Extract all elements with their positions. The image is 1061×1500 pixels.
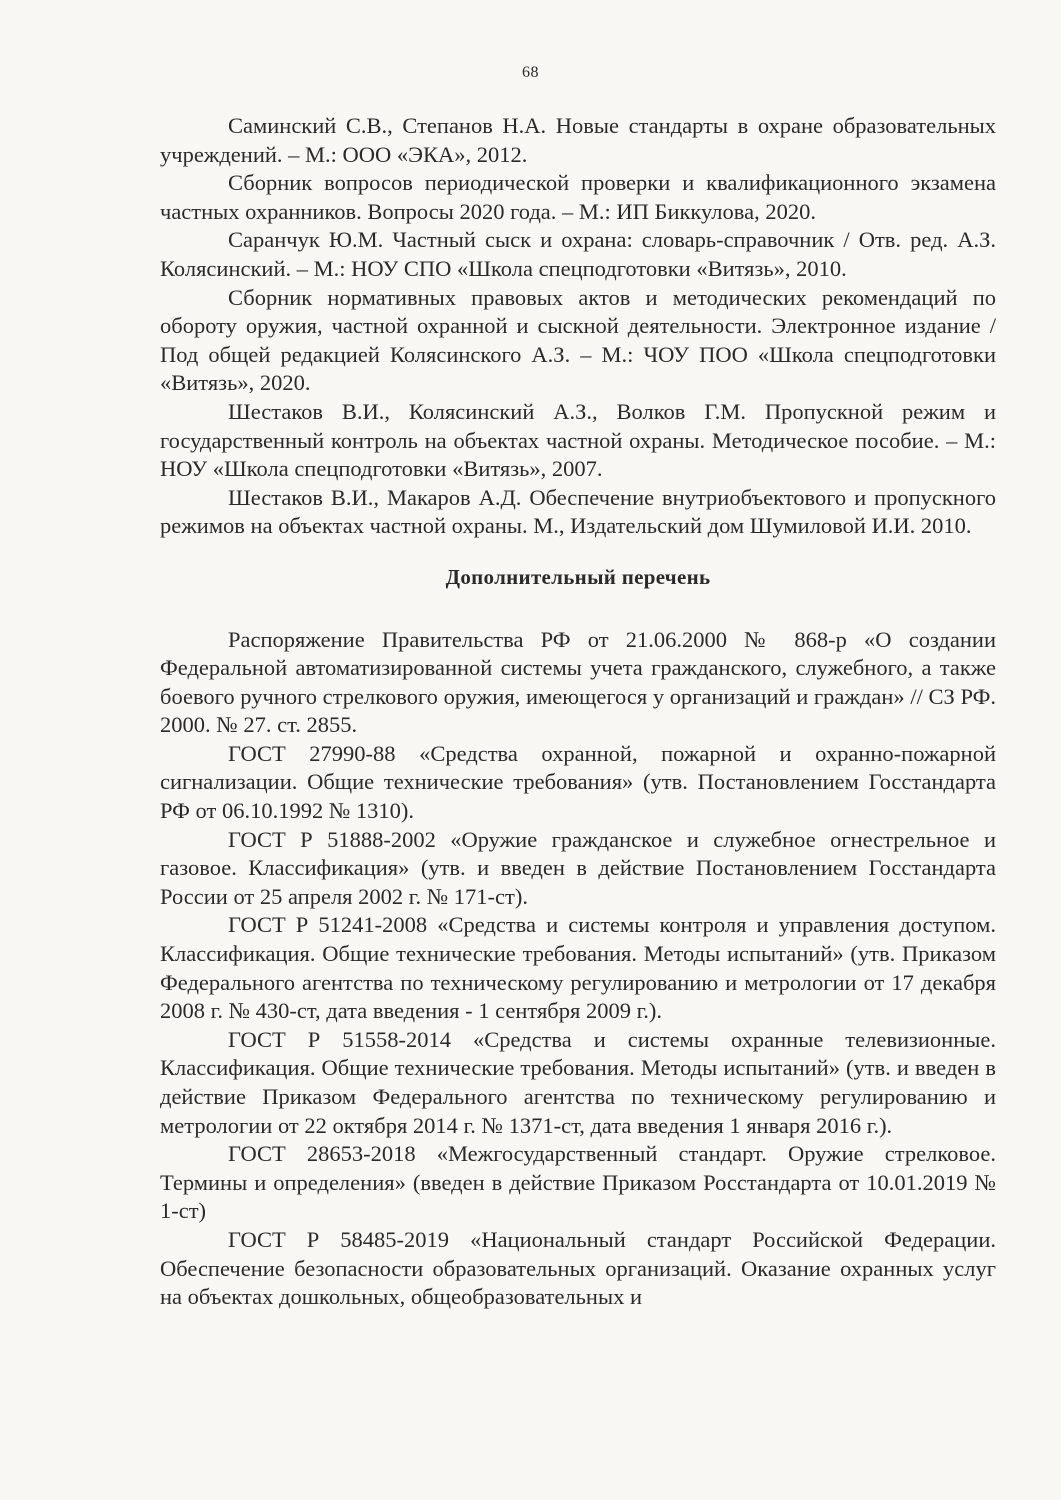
reference-item: ГОСТ 27990-88 «Средства охранной, пожарной и охранно-пожарной сигнализации. Общие технические требования» (утв. Постановлением Госстандарта РФ от 06.10.1992 № 1310).: [160, 740, 996, 824]
reference-item: ГОСТ Р 51241-2008 «Средства и системы контроля и управления доступом. Классификация. Общие технические требования. Методы испытаний» (утв. Приказом Федерального агентства по техническому регулированию и метрологии от 17 декабря 2008 г. № 430-ст, дата введения - 1 сентября 2009 г.).: [160, 912, 996, 1024]
reference-item: Сборник вопросов периодической проверки и квалификационного экзамена частных охранников. Вопросы 2020 года. – М.: ИП Биккулова, 2020.: [160, 170, 996, 224]
reference-item: Распоряжение Правительства РФ от 21.06.2000 № 868-р «О создании Федеральной автоматизированной системы учета гражданского, служебного, а также боевого ручного стрелкового оружия, имеющегося у организаций и граждан» // СЗ РФ. 2000. № 27. ст. 2855.: [160, 626, 996, 738]
reference-item: Шестаков В.И., Колясинский А.З., Волков Г.М. Пропускной режим и государственный контроль на объектах частной охраны. Методическое пособие. – М.: НОУ «Школа спецподготовки «Витязь», 2007.: [160, 398, 996, 482]
heading-gap: [160, 616, 996, 626]
reference-item: ГОСТ 28653-2018 «Межгосударственный стандарт. Оружие стрелковое. Термины и определения» (введен в действие Приказом Росстандарта от 10.01.2019 № 1-ст): [160, 1141, 996, 1224]
reference-item: ГОСТ Р 51888-2002 «Оружие гражданское и служебное огнестрельное и газовое. Классификация» (утв. и введен в действие Постановлением Госстандарта России от 25 апреля 2002 г. № 171-ст).: [160, 826, 996, 909]
document-body: [160, 112, 996, 1312]
page-number: 68: [522, 64, 539, 81]
reference-item: ГОСТ Р 58485-2019 «Национальный стандарт Российской Федерации. Обеспечение безопасности образовательных организаций. Оказание охранных услуг на объектах дошкольных, общеобразовательных и: [160, 1226, 996, 1310]
reference-item: Шестаков В.И., Макаров А.Д. Обеспечение внутриобъектового и пропускного режимов на объектах частной охраны. М., Издательский дом Шумиловой И.И. 2010.: [160, 484, 996, 539]
reference-item: Сборник нормативных правовых актов и методических рекомендаций по обороту оружия, частной охранной и сыскной деятельности. Электронное издание / Под общей редакцией Колясинского А.З. – М.: ЧОУ ПОО «Школа спецподготовки «Витязь», 2020.: [160, 284, 996, 396]
reference-item: ГОСТ Р 51558-2014 «Средства и системы охранные телевизионные. Классификация. Общие технические требования. Методы испытаний» (утв. и введен в действие Приказом Федерального агентства по техническому регулированию и метрологии от 22 октября 2014 г. № 1371-ст, дата введения 1 января 2016 г.).: [160, 1026, 996, 1138]
reference-item: Саранчук Ю.М. Частный сыск и охрана: словарь-справочник / Отв. ред. А.З. Колясинский. – М.: НОУ СПО «Школа спецподготовки «Витязь», 2010.: [160, 227, 996, 281]
reference-item: Саминский С.В., Степанов Н.А. Новые стандарты в охране образовательных учреждений. – М.: ООО «ЭКА», 2012.: [160, 113, 996, 167]
additional-list-heading: Дополнительный перечень: [445, 564, 711, 589]
